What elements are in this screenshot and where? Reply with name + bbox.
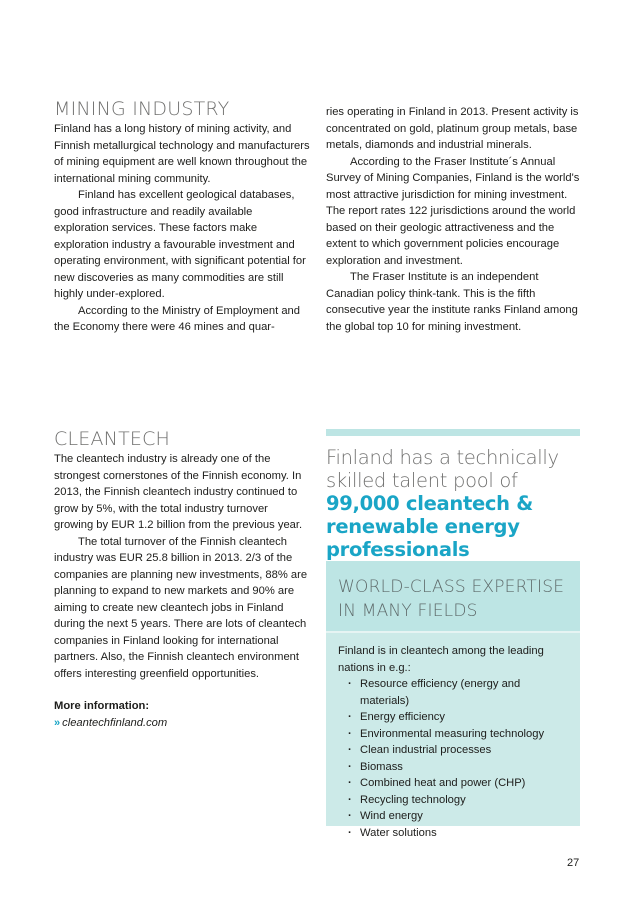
cleantech-paragraph: The total turnover of the Finnish cleantech industry was EUR 25.8 billion in 2013. 2/3 of the companies are planning new investments, 88% are planning to expand to new markets and 90% are aiming to create new cleantech jobs in Finland during the next 5 years. There are lots of cleantech companies in Finland looking for international partners. Also, the Finnish cleantech environment offers interesting greenfield opportunities. (54, 535, 308, 680)
mining-heading: MINING INDUSTRY (54, 98, 230, 120)
list-item: · Combined heat and power (CHP) (338, 775, 568, 792)
list-item: · Clean industrial processes (338, 742, 568, 759)
list-item: · Resource efficiency (energy and materials) (338, 676, 568, 709)
mining-paragraph: ries operating in Finland in 2013. Present activity is concentrated on gold, platinum group metals, base metals, diamonds and industrial minerals. (326, 106, 579, 151)
callout-text-light: Finland has a technically skilled talent pool of (326, 446, 559, 492)
mining-paragraph: Finland has excellent geological databases, good infrastructure and readily available exploration services. These factors make exploration industry a favourable investment and operating environment, with significant potential for new discoveries as many commodities are still highly under-explored. (54, 189, 306, 300)
talent-pool-callout (326, 429, 580, 561)
double-chevron-right-icon: » (54, 716, 59, 729)
list-item: · Recycling technology (338, 792, 568, 809)
more-info-label: More information: (54, 700, 150, 712)
expertise-list (338, 676, 568, 841)
expertise-box-header (326, 561, 580, 633)
cleantech-link[interactable] (54, 715, 310, 732)
list-item: · Energy efficiency (338, 709, 568, 726)
expertise-intro: Finland is in cleantech among the leading nations in e.g.: (338, 645, 544, 674)
expertise-box-body (326, 633, 580, 841)
list-item: · Water solutions (338, 825, 568, 842)
mining-paragraph: The Fraser Institute is an independent Canadian policy think-tank. This is the fifth consecutive year the institute ranks Finland among the global top 10 for mining investment. (326, 271, 578, 333)
callout-text-highlight: 99,000 cleantech & renewable energy professionals (326, 492, 533, 561)
cleantech-link-text[interactable]: cleantechfinland.com (62, 716, 168, 729)
mining-paragraph: According to the Fraser Institute´s Annual Survey of Mining Companies, Finland is the world's most attractive jurisdiction for mining investment. The report rates 122 jurisdictions around the world based on their geologic attractiveness and the extent to which government policies encourage exploration and investment. (326, 155, 580, 267)
cleantech-paragraph: The cleantech industry is already one of the strongest cornerstones of the Finnish economy. In 2013, the Finnish cleantech industry continued to grow by 5%, with the total industry turnover growing by EUR 1.2 billion from the previous year. (54, 453, 303, 531)
callout-divider-bar (326, 429, 580, 436)
list-item: · Environmental measuring technology (338, 726, 568, 743)
expertise-box (326, 561, 580, 839)
list-item: · Wind energy (338, 808, 568, 825)
expertise-heading: WORLD-CLASS EXPERTISE IN MANY FIELDS (338, 577, 565, 621)
mining-section-left (54, 98, 310, 336)
mining-paragraph: Finland has a long history of mining activity, and Finnish metallurgical technology and manufacturers of mining equipment are well known throughout the international mining community. (54, 123, 310, 185)
page-number: 27 (567, 857, 580, 869)
mining-paragraph: According to the Ministry of Employment and the Economy there were 46 mines and quar- (54, 304, 300, 333)
cleantech-section (54, 428, 310, 731)
mining-section-right (326, 98, 582, 335)
callout-text (326, 446, 580, 561)
cleantech-heading: CLEANTECH (54, 428, 171, 450)
list-item: · Biomass (338, 759, 568, 776)
